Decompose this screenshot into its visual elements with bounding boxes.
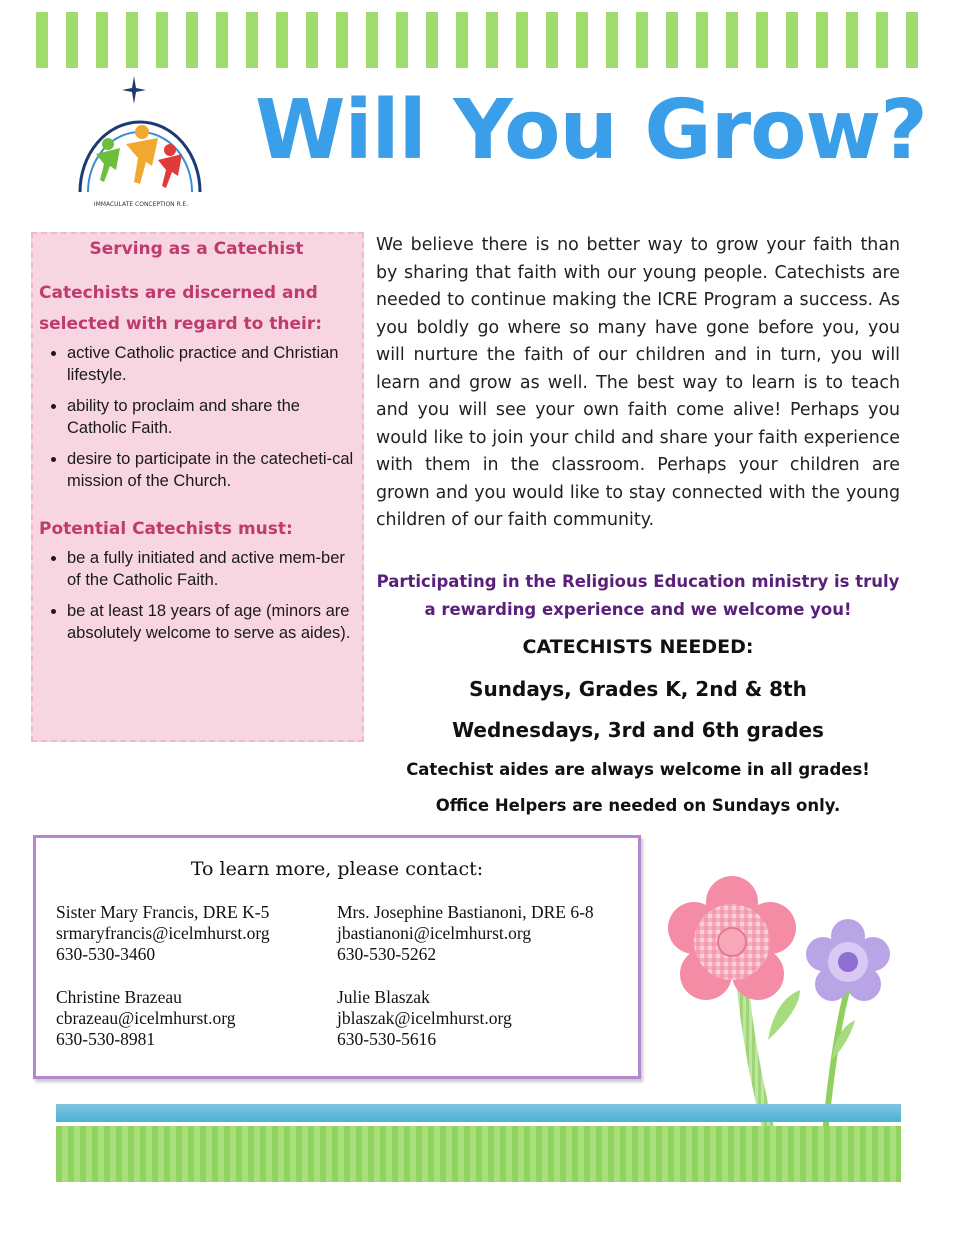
contact-card [337, 987, 512, 1050]
list-item: • active Catholic practice and Christian lifestyle. [67, 342, 354, 386]
contact-card [337, 902, 594, 965]
immaculate-conception-logo-icon [66, 74, 216, 214]
contact-phone: 630-530-5262 [337, 944, 437, 964]
parish-logo [66, 74, 216, 214]
office-helpers-note: Office Helpers are needed on Sundays only. [435, 796, 841, 815]
flower-icon [650, 860, 910, 1140]
contact-name: Sister Mary Francis, DRE K-5 [56, 902, 270, 922]
must-list [39, 547, 354, 644]
bottom-blue-band [56, 1104, 901, 1122]
list-item: • be at least 18 years of age (minors are absolutely welcome to serve as aides). [67, 600, 354, 644]
catechist-sidebar [31, 232, 364, 742]
discerned-heading: Catechists are discerned and selected with regard to their: [39, 283, 323, 334]
contact-email[interactable]: jbastianoni@icelmhurst.org [337, 923, 532, 943]
sidebar-title: Serving as a Catechist [89, 239, 304, 259]
intro-paragraph: We believe there is no better way to grow your faith than by sharing that faith with our young people. Catechists are needed to continue making the ICRE Program a success. As you boldly go where so many have gone before you, you will nurture the faith of our children and in turn, you will learn and grow as well. The best way to learn is to teach and you will see your own faith come alive! Perhaps you would like to join your child and share your faith experience with them in the classroom. Perhaps your children are grown and you would like to stay connected with the young children of our faith community. [376, 235, 900, 530]
contact-email[interactable]: cbrazeau@icelmhurst.org [56, 1008, 236, 1028]
contact-name: Julie Blaszak [337, 987, 430, 1007]
contact-name: Christine Brazeau [56, 987, 182, 1007]
contact-title: To learn more, please contact: [190, 858, 484, 880]
list-item: • ability to proclaim and share the Catholic Faith. [67, 395, 354, 439]
contact-card [56, 987, 236, 1050]
catechists-needed-heading: CATECHISTS NEEDED: [522, 636, 754, 658]
contact-email[interactable]: srmaryfrancis@icelmhurst.org [56, 923, 270, 943]
list-item: • be a fully initiated and active mem-ber of the Catholic Faith. [67, 547, 354, 591]
contact-email[interactable]: jblaszak@icelmhurst.org [337, 1008, 512, 1028]
wednesday-grades: Wednesdays, 3rd and 6th grades [452, 718, 824, 742]
contact-name: Mrs. Josephine Bastianoni, DRE 6-8 [337, 902, 594, 922]
contact-phone: 630-530-8981 [56, 1029, 156, 1049]
page-title: Will You Grow? [255, 83, 927, 178]
contact-card [56, 902, 270, 965]
contact-phone: 630-530-5616 [337, 1029, 437, 1049]
top-stripe-border [36, 12, 922, 68]
sunday-grades: Sundays, Grades K, 2nd & 8th [469, 677, 807, 701]
aides-note: Catechist aides are always welcome in all grades! [406, 760, 870, 779]
contact-phone: 630-530-3460 [56, 944, 156, 964]
must-heading: Potential Catechists must: [39, 519, 293, 539]
discerned-list [39, 342, 354, 492]
bottom-green-band [56, 1126, 901, 1182]
list-item: • desire to participate in the catecheti-cal mission of the Church. [67, 448, 354, 492]
contact-box [33, 835, 641, 1079]
logo-caption: IMMACULATE CONCEPTION R.E. [93, 201, 189, 208]
flowers-illustration [650, 860, 910, 1140]
welcome-note: Participating in the Religious Education ministry is truly a rewarding experience and we welcome you! [376, 572, 900, 619]
